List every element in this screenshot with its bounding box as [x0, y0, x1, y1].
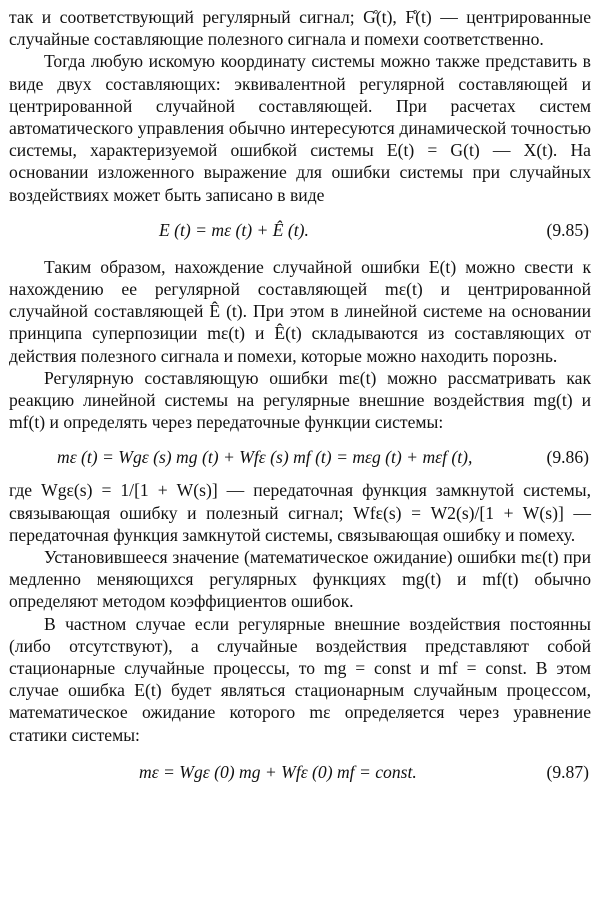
equation-number: (9.87) — [546, 761, 589, 782]
equation-9-86 — [9, 437, 591, 477]
paragraph-5: где Wgε(s) = 1/[1 + W(s)] — передаточная функция замкнутой системы, связывающая ошибку и полезный сигнал; Wfε(s) = W2(s)/[1 + W(s)] — передаточная функция замкнутой системы, связывающая ошибку и помеху. — [9, 480, 591, 545]
paragraph-7: В частном случае если регулярные внешние воздействия постоянны (либо отсутствуют), а случайные воздействия представляют собой стационарные случайные процессы, то mg = const и mf = const. В этом случае ошибка E(t) будет являться стационарным случайным процессом, математическое ожидание которого mε определяется через уравнение статики системы: — [9, 613, 591, 745]
equation-number: (9.85) — [546, 219, 589, 240]
equation-body: mε (t) = Wgε (s) mg (t) + Wfε (s) mf (t) = mεg (t) + mεf (t), — [57, 447, 473, 468]
paragraph-3: Таким образом, нахождение случайной ошибки E(t) можно свести к нахождению ее регулярной составляющей mε(t) и центрированной случайной составляющей Ê (t). При этом в линейной системе на основании принципа суперпозиции mε(t) и Ê(t) складываются из составляющих от действия полезного сигнала и помехи, которые можно находить порознь. — [9, 256, 591, 366]
equation-9-85 — [9, 210, 591, 250]
document-page — [9, 0, 591, 792]
paragraph-4: Регулярную составляющую ошибки mε(t) можно рассматривать как реакцию линейной системы на регулярные внешние воздействия mg(t) и mf(t) и определять через передаточные функции системы: — [9, 367, 591, 433]
paragraph-6: Установившееся значение (математическое ожидание) ошибки mε(t) при медленно меняющихся регулярных функциях mg(t) и mf(t) обычно определяют методом коэффициентов ошибок. — [9, 547, 591, 612]
paragraph-2: Тогда любую искомую координату системы можно также представить в виде двух составляющих: эквивалентной регулярной составляющей и центрированной случайной составляющей. При расчетах систем автоматического управления обычно интересуются динамической точностью системы, характеризуемой ошибкой системы E(t) = G(t) — X(t). На основании изложенного выражение для ошибки системы при случайных воздействиях может быть записано в виде — [9, 51, 591, 205]
equation-number: (9.86) — [546, 447, 589, 468]
equation-9-87 — [9, 752, 591, 792]
paragraph-1: так и соответствующий регулярный сигнал; G̊(t), F̊(t) — центрированные случайные составляющие полезного сигнала и помехи соответственно. — [9, 7, 591, 50]
equation-body: E (t) = mε (t) + Ê (t). — [159, 219, 309, 240]
equation-body: mε = Wgε (0) mg + Wfε (0) mf = const. — [139, 761, 417, 782]
